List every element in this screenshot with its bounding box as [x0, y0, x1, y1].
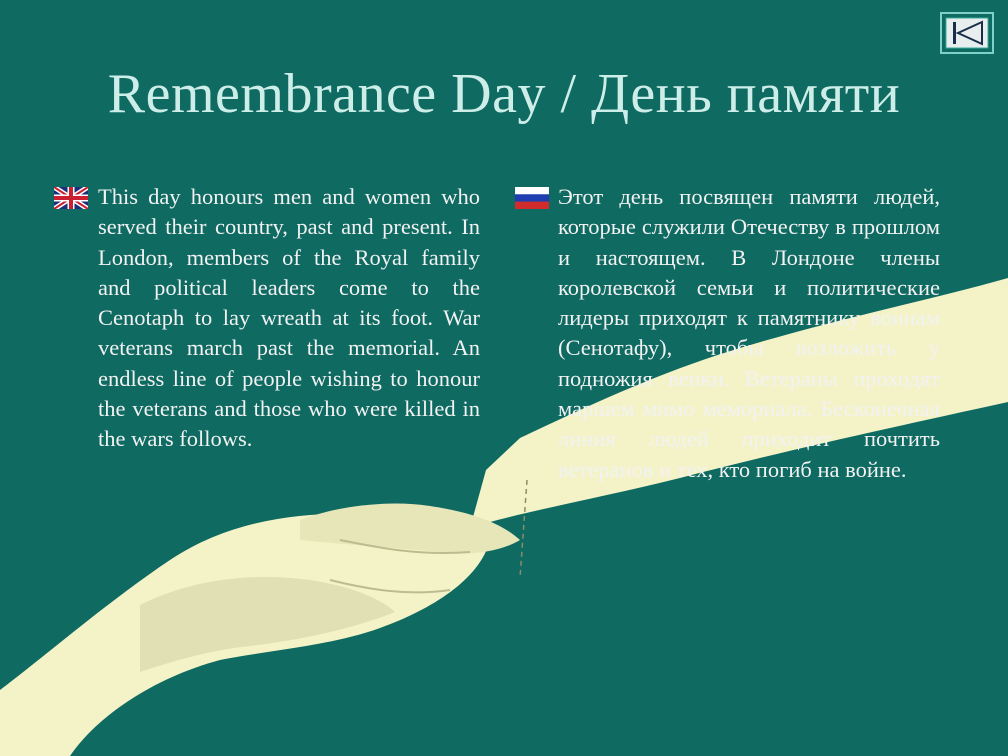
back-to-start-button[interactable] — [940, 12, 994, 54]
left-hand-shadow — [140, 577, 395, 672]
slide-title: Remembrance Day / День памяти — [107, 63, 901, 125]
russian-flag-icon — [515, 187, 549, 209]
back-to-start-icon — [942, 14, 992, 52]
uk-flag-icon — [54, 187, 88, 209]
russian-paragraph: Этот день посвящен памяти людей, которые служили Отечеству в прошлом и настоящем. В Лондоне члены королевской семьи и политические лидеры приходят к памятнику воинам (Сенотафу), чтобы возложить у подножия венки. Ветераны проходят маршем мимо мемориала. Бесконечная линия людей приходит почтить ветеранов и тех, кто погиб на войне. — [558, 184, 940, 482]
english-paragraph: This day honours men and women who served their country, past and present. In London, members of the Royal family and political leaders come to the Cenotaph to lay wreath at its foot. War veterans march past the memorial. An endless line of people wishing to honour the veterans and those who were killed in the wars follows. — [98, 184, 480, 452]
